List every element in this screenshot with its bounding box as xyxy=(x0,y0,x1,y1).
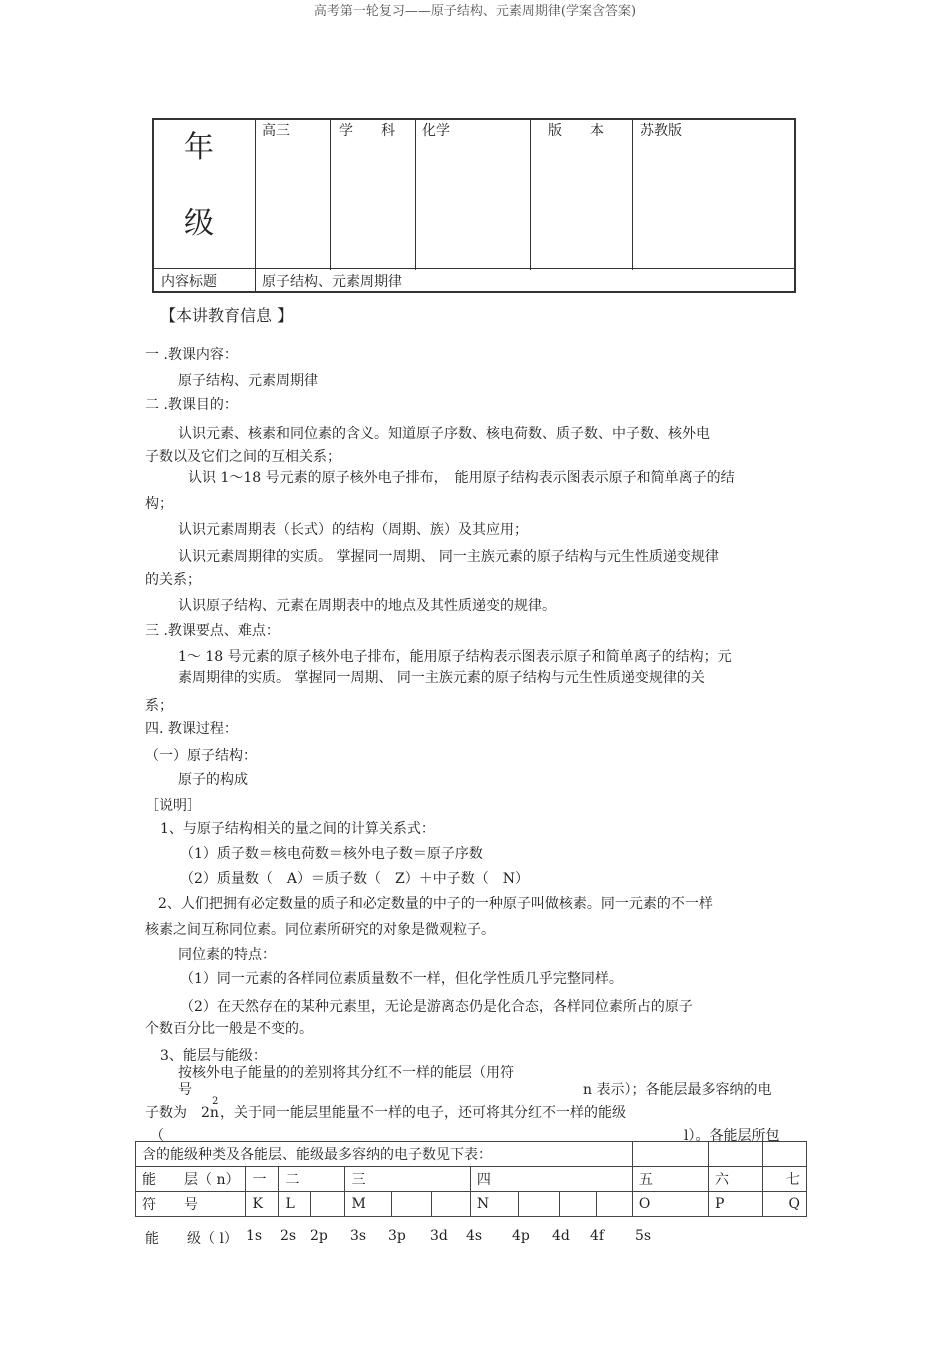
table-cell: K xyxy=(246,1192,279,1217)
table-cell: L xyxy=(279,1192,311,1217)
table-cell xyxy=(762,1142,806,1167)
table-caption: 含的能级种类及各能层、能级最多容纳的电子数见下表： xyxy=(136,1142,633,1167)
text-line: （一）原子结构： xyxy=(145,748,257,764)
text-line: 原子的构成 xyxy=(178,772,248,788)
text-line: 系； xyxy=(145,698,173,714)
text-line: 核素之间互称同位素。同位素所研究的对象是微观粒子。 xyxy=(145,922,495,938)
table-divider xyxy=(255,268,256,292)
table-cell xyxy=(560,1192,597,1217)
text-line: （1）同一元素的各样同位素质量数不一样，但化学性质几乎完整同样。 xyxy=(180,971,623,987)
text-line: 2、人们把拥有必定数量的质子和必定数量的中子的一种原子叫做核素。同一元素的不一样 xyxy=(158,896,713,912)
text-line: 三 .教课要点、难点： xyxy=(145,623,280,639)
table-row xyxy=(136,1167,807,1192)
table-cell xyxy=(311,1192,345,1217)
text-line: 1、与原子结构相关的量之间的计算关系式： xyxy=(160,821,435,837)
level-cell: 4s xyxy=(466,1228,483,1244)
table-cell xyxy=(632,1142,708,1167)
subject-value: 化学 xyxy=(422,123,450,139)
text-line: 四. 教课过程： xyxy=(145,721,238,737)
table-cell xyxy=(518,1192,560,1217)
section-heading: 【本讲教育信息 】 xyxy=(160,306,294,325)
superscript: 2 xyxy=(212,1096,219,1107)
table-cell xyxy=(432,1192,471,1217)
table-cell: P xyxy=(709,1192,763,1217)
table-divider xyxy=(330,120,331,270)
text-line: 个数百分比一般是不变的。 xyxy=(145,1021,313,1037)
text-line: 同位素的特点： xyxy=(178,947,276,963)
table-cell: 四 xyxy=(470,1167,632,1192)
table-cell: 一 xyxy=(246,1167,279,1192)
table-cell: O xyxy=(632,1192,708,1217)
text-line: （ xyxy=(150,1128,164,1144)
table-cell xyxy=(709,1142,763,1167)
text-line: 1～ 18 号元素的原子核外电子排布，能用原子结构表示图表示原子和简单离子的结构；元 xyxy=(178,649,732,665)
text-line: （1）质子数＝核电荷数＝核外电子数＝原子序数 xyxy=(180,846,483,862)
table-row xyxy=(136,1192,807,1217)
text-line: 的关系； xyxy=(145,572,201,588)
text-line: （2）在天然存在的某种元素里，无论是游离态仍是化合态，各样同位素所占的原子 xyxy=(180,999,693,1015)
text-line: 原子结构、元素周期律 xyxy=(178,373,318,389)
row-label: 能 级（ l） xyxy=(145,1231,238,1247)
table-cell xyxy=(392,1192,432,1217)
text-line: 素周期律的实质。 掌握同一周期、 同一主族元素的原子结构与元生性质递变规律的关 xyxy=(178,670,705,686)
table-cell xyxy=(597,1192,633,1217)
text-line: 认识元素、核素和同位素的含义。知道原子序数、核电荷数、质子数、中子数、核外电 xyxy=(178,426,710,442)
table-cell: 六 xyxy=(709,1167,763,1192)
level-cell: 5s xyxy=(635,1228,652,1244)
text-line: ［说明］ xyxy=(145,798,201,814)
text-line: 子数以及它们之间的互相关系； xyxy=(145,449,341,465)
grade-label: 年 xyxy=(184,130,214,165)
text-line: 构； xyxy=(145,496,173,512)
table-cell: N xyxy=(470,1192,518,1217)
table-divider xyxy=(154,268,794,269)
text-line: 认识元素周期表（长式）的结构（周期、族）及其应用； xyxy=(178,522,528,538)
table-divider xyxy=(530,120,531,270)
level-cell: 4d xyxy=(552,1228,570,1244)
level-cell: 3p xyxy=(388,1228,406,1244)
text-line: 子数为 2n xyxy=(145,1105,219,1121)
table-cell: 二 xyxy=(279,1167,345,1192)
table-cell: Q xyxy=(762,1192,806,1217)
text-line: （2）质量数（ A）＝质子数（ Z）＋中子数（ N） xyxy=(180,871,529,887)
level-cell: 1s xyxy=(246,1228,263,1244)
table-cell: 三 xyxy=(345,1167,470,1192)
text-line: 一 .教课内容： xyxy=(145,347,238,363)
level-cell: 4f xyxy=(590,1228,605,1244)
row-label: 能 层（ n） xyxy=(136,1167,246,1192)
level-cell: 3s xyxy=(350,1228,367,1244)
text-line: n 表示）；各能层最多容纳的电 xyxy=(583,1082,772,1098)
text-line: 认识原子结构、元素在周期表中的地点及其性质递变的规律。 xyxy=(178,598,556,614)
text-line: l）。各能层所包 xyxy=(684,1128,780,1144)
info-table xyxy=(152,118,796,293)
text-line: 按核外电子能量的的差别将其分红不一样的能层（用符 xyxy=(178,1065,514,1081)
text-line: ，关于同一能层里能量不一样的电子，还可将其分红不一样的能级 xyxy=(220,1105,626,1121)
topic-label: 内容标题 xyxy=(161,274,217,290)
table-divider xyxy=(255,120,256,270)
text-line: 3、能层与能级： xyxy=(160,1048,267,1064)
table-cell: 七 xyxy=(762,1167,806,1192)
table-row xyxy=(136,1142,807,1167)
level-cell: 2s xyxy=(280,1228,297,1244)
edition-label: 版 本 xyxy=(548,123,604,139)
row-label: 符 号 xyxy=(136,1192,246,1217)
edition-value: 苏教版 xyxy=(640,123,682,139)
topic-value: 原子结构、元素周期律 xyxy=(262,274,402,290)
level-cell: 2p xyxy=(310,1228,328,1244)
table-cell: 五 xyxy=(632,1167,708,1192)
energy-level-table xyxy=(135,1141,807,1217)
text-line: 认识 1～18 号元素的原子核外电子排布， 能用原子结构表示图表示原子和简单离子的结 xyxy=(188,470,735,486)
table-divider xyxy=(632,120,633,270)
level-cell: 4p xyxy=(512,1228,530,1244)
table-divider xyxy=(415,120,416,270)
text-line: 认识元素周期律的实质。 掌握同一周期、 同一主族元素的原子结构与元生性质递变规律 xyxy=(178,549,719,565)
level-cell: 3d xyxy=(430,1228,448,1244)
text-line: 号 xyxy=(178,1082,192,1098)
text-line: 二 .教课目的： xyxy=(145,397,238,413)
subject-label: 学 科 xyxy=(339,123,395,139)
grade-value: 高三 xyxy=(262,123,290,139)
table-cell: M xyxy=(345,1192,392,1217)
grade-label: 级 xyxy=(184,206,214,241)
page-header: 高考第一轮复习——原子结构、元素周期律(学案含答案) xyxy=(313,4,637,19)
